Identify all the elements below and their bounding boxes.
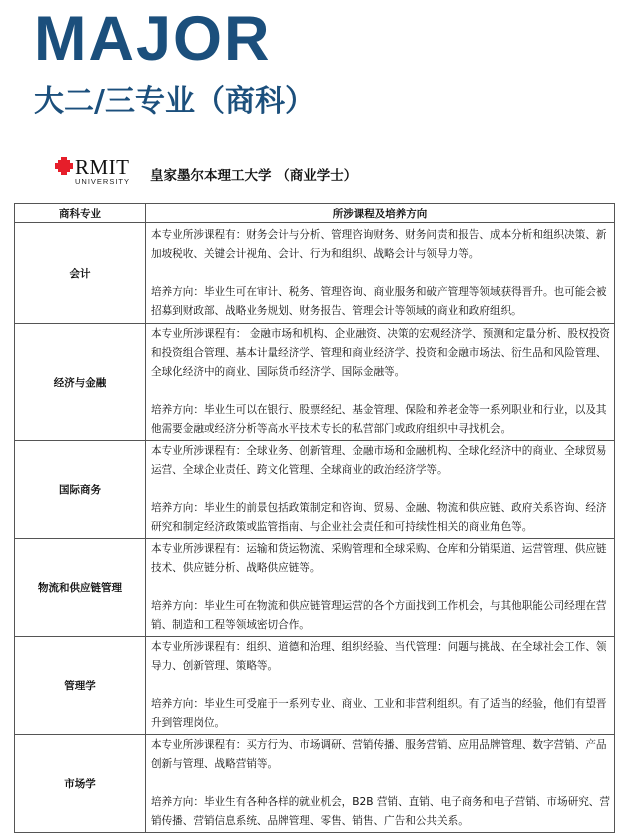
major-name: 国际商务 (15, 441, 146, 539)
career-text: 培养方向：毕业生可在审计、税务、管理咨询、商业服务和破产管理等领域获得晋升。也可能会被招募到财政部、战略业务规划、财务报告、管理会计等领域的商业和政府组织。 (151, 285, 607, 317)
major-description (146, 539, 615, 637)
rmit-pixel-mark-icon (55, 157, 73, 175)
table-row (15, 637, 615, 735)
table-row (15, 735, 615, 833)
career-text: 培养方向：毕业生可在物流和供应链管理运营的各个方面找到工作机会，与其他职能公司经理在营销、制造和工程等领域密切合作。 (151, 600, 607, 631)
major-name: 物流和供应链管理 (15, 539, 146, 637)
courses-text: 本专业所涉课程有：买方行为、市场调研、营销传播、服务营销、应用品牌管理、数字营销、产品创新与管理、战略营销等。 (151, 739, 607, 770)
courses-text: 本专业所涉课程有：全球业务、创新管理、金融市场和金融机构、全球化经济中的商业、全球贸易运营、全球企业责任、跨文化管理、全球商业的政治经济学等。 (151, 445, 607, 476)
rmit-logo-text: RMIT (75, 155, 130, 179)
major-courses-table (14, 203, 615, 833)
column-header-courses: 所涉课程及培养方向 (146, 204, 615, 223)
table-row (15, 324, 615, 441)
page-title: MAJOR (34, 4, 272, 74)
career-text: 培养方向：毕业生可受雇于一系列专业、商业、工业和非营利组织。有了适当的经验，他们有望晋升到管理岗位。 (151, 698, 607, 729)
major-description (146, 441, 615, 539)
rmit-logo-subtext: UNIVERSITY (75, 177, 131, 186)
career-text: 培养方向：毕业生可以在银行、股票经纪、基金管理、保险和养老金等一系列职业和行业，以及其他需要金融或经济分析等高水平技术专长的私营部门或政府组织中寻找机会。 (151, 404, 607, 435)
major-name: 市场学 (15, 735, 146, 833)
major-description (146, 324, 615, 441)
table-row (15, 539, 615, 637)
column-header-major: 商科专业 (15, 204, 146, 223)
major-description (146, 637, 615, 735)
courses-text: 本专业所涉课程有：财务会计与分析、管理咨询财务、财务问责和报告、成本分析和组织决策、新加坡税收、关键会计视角、会计、行为和组织、战略会计与领导力等。 (151, 228, 607, 260)
rmit-logo (55, 155, 135, 189)
career-text: 培养方向：毕业生有各种各样的就业机会，B2B 营销、直销、电子商务和电子营销、市场研究、营销传播、营销信息系统、品牌管理、零售、销售、广告和公共关系。 (151, 796, 610, 827)
table-header-row (15, 204, 615, 223)
major-name: 会计 (15, 223, 146, 324)
university-header (55, 153, 615, 189)
major-name: 经济与金融 (15, 324, 146, 441)
university-name: 皇家墨尔本理工大学 （商业学士） (150, 168, 358, 184)
major-description (146, 735, 615, 833)
courses-text: 本专业所涉课程有：运输和货运物流、采购管理和全球采购、仓库和分销渠道、运营管理、供应链技术、供应链分析、战略供应链等。 (151, 543, 607, 574)
table-row (15, 441, 615, 539)
major-description (146, 223, 615, 324)
career-text: 培养方向：毕业生的前景包括政策制定和咨询、贸易、金融、物流和供应链、政府关系咨询、经济研究和制定经济政策或监管指南、与企业社会责任和可持续性相关的商业角色等。 (151, 502, 607, 533)
page-subtitle: 大二/三专业（商科） (34, 84, 315, 119)
courses-text: 本专业所涉课程有： 金融市场和机构、企业融资、决策的宏观经济学、预测和定量分析、股权投资和投资组合管理、基本计量经济学、管理和商业经济学、投资和金融市场法、衍生品和风险管理、全球化经济中的商业、国际货币经济学、国际金融等。 (151, 328, 610, 378)
table-row (15, 223, 615, 324)
courses-text: 本专业所涉课程有：组织、道德和治理、组织经验、当代管理：问题与挑战、在全球社会工作、领导力、创新管理、策略等。 (151, 641, 607, 672)
major-name: 管理学 (15, 637, 146, 735)
